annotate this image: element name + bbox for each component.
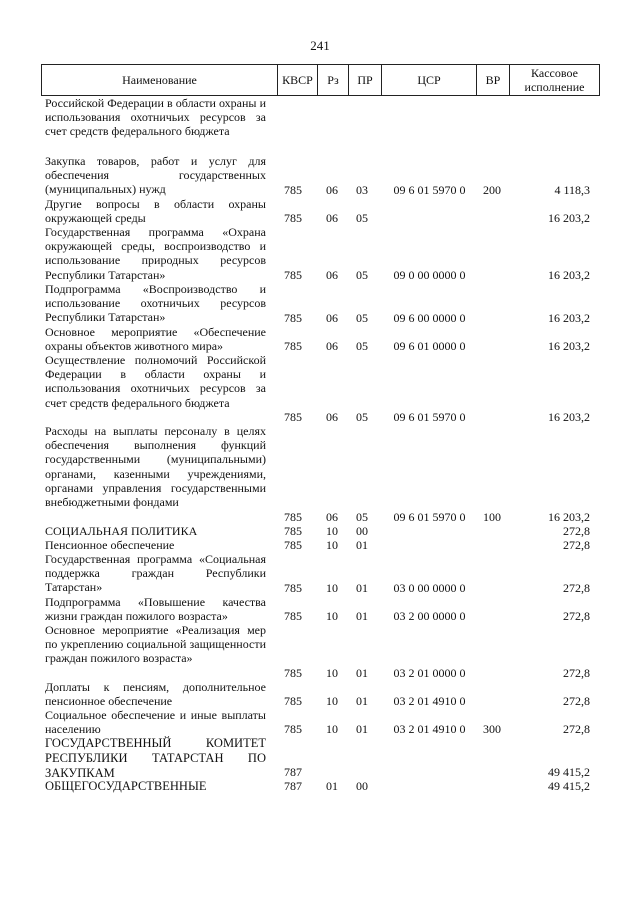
row-name: Осуществление полномочий Российской Федерации в области охраны и использования охотничьих ресурсов за счет средств федерального бюджета [45, 353, 266, 410]
row-kvsr: 785 [284, 409, 302, 424]
row-sum: 272,8 [563, 665, 590, 680]
row-kvsr: 785 [284, 182, 302, 197]
row-rz: 06 [326, 182, 338, 197]
row-kvsr: 785 [284, 338, 302, 353]
row-kvsr: 785 [284, 523, 302, 538]
row-name: СОЦИАЛЬНАЯ ПОЛИТИКА [45, 524, 198, 538]
row-sum: 272,8 [563, 721, 590, 736]
row-pr: 03 [356, 182, 368, 197]
row-pr: 01 [356, 537, 368, 552]
row-pr: 00 [356, 778, 368, 793]
row-kvsr: 785 [284, 580, 302, 595]
row-csr: 09 0 00 0000 0 [393, 267, 466, 282]
row-name: ГОСУДАРСТВЕННЫЙ КОМИТЕТ РЕСПУБЛИКИ ТАТАРСТАН ПО ЗАКУПКАМ [45, 736, 266, 780]
row-csr: 03 0 00 0000 0 [393, 580, 466, 595]
row-sum: 16 203,2 [548, 338, 590, 353]
row-kvsr: 785 [284, 665, 302, 680]
row-kvsr: 785 [284, 509, 302, 524]
row-name: Пенсионное обеспечение [45, 538, 175, 552]
row-sum: 4 118,3 [554, 182, 590, 197]
row-pr: 05 [356, 310, 368, 325]
row-sum: 16 203,2 [548, 210, 590, 225]
row-sum: 49 415,2 [548, 778, 590, 793]
page-number: 241 [310, 38, 330, 53]
row-csr: 03 2 00 0000 0 [393, 608, 466, 623]
row-sum: 272,8 [563, 608, 590, 623]
row-name: Российской Федерации в области охраны и использования охотничьих ресурсов за счет средств федерального бюджета [45, 96, 266, 139]
row-rz: 01 [326, 778, 338, 793]
row-csr: 03 2 01 4910 0 [393, 693, 466, 708]
row-pr: 01 [356, 580, 368, 595]
row-rz: 10 [326, 537, 338, 552]
row-csr: 09 6 01 5970 0 [393, 182, 466, 197]
row-rz: 06 [326, 409, 338, 424]
row-sum: 49 415,2 [548, 764, 590, 779]
row-rz: 10 [326, 693, 338, 708]
row-kvsr: 785 [284, 267, 302, 282]
row-name: Государственная программа «Социальная поддержка граждан Республики Татарстан» [45, 552, 266, 595]
row-rz: 06 [326, 509, 338, 524]
row-sum: 16 203,2 [548, 267, 590, 282]
row-name: Закупка товаров, работ и услуг для обеспечения государственных (муниципальных) нужд [45, 154, 266, 197]
row-csr: 03 2 01 0000 0 [393, 665, 466, 680]
row-csr: 09 6 01 5970 0 [393, 409, 466, 424]
row-pr: 05 [356, 267, 368, 282]
row-kvsr: 785 [284, 721, 302, 736]
row-kvsr: 785 [284, 310, 302, 325]
table-row [0, 680, 640, 708]
row-pr: 05 [356, 210, 368, 225]
row-name: Доплаты к пенсиям, дополнительное пенсионное обеспечение [45, 680, 266, 709]
row-kvsr: 785 [284, 608, 302, 623]
table-row [0, 708, 640, 736]
row-csr: 03 2 01 4910 0 [393, 721, 466, 736]
table-row [0, 225, 640, 282]
table-row [0, 353, 640, 424]
row-rz: 06 [326, 267, 338, 282]
row-vr: 200 [483, 182, 501, 197]
row-csr: 09 6 01 5970 0 [393, 509, 466, 524]
table-row [0, 736, 640, 779]
row-rz: 06 [326, 210, 338, 225]
table-row [0, 552, 640, 595]
table-row [0, 325, 640, 353]
row-rz: 10 [326, 665, 338, 680]
header-kvsr: КВСР [278, 65, 318, 95]
row-csr: 09 6 01 0000 0 [393, 338, 466, 353]
row-vr: 300 [483, 721, 501, 736]
table-row [0, 424, 640, 524]
row-kvsr: 787 [284, 764, 302, 779]
table-header [41, 64, 600, 96]
row-name: Подпрограмма «Воспроизводство и использование охотничьих ресурсов Республики Татарстан» [45, 282, 266, 325]
row-rz: 06 [326, 310, 338, 325]
table-body [0, 96, 640, 793]
row-name: Социальное обеспечение и иные выплаты населению [45, 708, 266, 737]
row-vr: 100 [483, 509, 501, 524]
row-rz: 10 [326, 608, 338, 623]
row-name: Основное мероприятие «Обеспечение охраны объектов животного мира» [45, 325, 266, 354]
row-name: Основное мероприятие «Реализация мер по укреплению социальной защищенности граждан пожилого возраста» [45, 623, 266, 666]
row-rz: 06 [326, 338, 338, 353]
row-name: ОБЩЕГОСУДАРСТВЕННЫЕ [45, 779, 207, 793]
row-kvsr: 787 [284, 778, 302, 793]
row-name: Расходы на выплаты персоналу в целях обеспечения выполнения функций государственными (муниципальными) органами, казенными учреждениями, органами управления государственными внебюджетными фондами [45, 424, 266, 510]
row-csr: 09 6 00 0000 0 [393, 310, 466, 325]
row-pr: 01 [356, 665, 368, 680]
table-row [0, 524, 640, 538]
row-sum: 16 203,2 [548, 509, 590, 524]
row-kvsr: 785 [284, 537, 302, 552]
table-row [0, 595, 640, 623]
row-pr: 01 [356, 721, 368, 736]
header-name: Наименование [42, 65, 278, 95]
row-kvsr: 785 [284, 210, 302, 225]
row-name: Подпрограмма «Повышение качества жизни граждан пожилого возраста» [45, 595, 266, 624]
row-rz: 10 [326, 721, 338, 736]
row-pr: 05 [356, 409, 368, 424]
header-pr: ПР [349, 65, 382, 95]
header-rz: Рз [318, 65, 349, 95]
table-row [0, 282, 640, 325]
row-sum: 16 203,2 [548, 310, 590, 325]
table-row [0, 197, 640, 225]
row-pr: 01 [356, 693, 368, 708]
row-sum: 272,8 [563, 523, 590, 538]
table-row [0, 96, 640, 154]
header-vr: ВР [477, 65, 510, 95]
row-sum: 272,8 [563, 537, 590, 552]
row-kvsr: 785 [284, 693, 302, 708]
row-pr: 00 [356, 523, 368, 538]
row-rz: 10 [326, 580, 338, 595]
header-csr: ЦСР [382, 65, 477, 95]
row-rz: 10 [326, 523, 338, 538]
row-sum: 16 203,2 [548, 409, 590, 424]
row-sum: 272,8 [563, 580, 590, 595]
table-row [0, 779, 640, 793]
row-pr: 05 [356, 338, 368, 353]
header-sum: Кассовое исполнение [524, 66, 585, 94]
row-sum: 272,8 [563, 693, 590, 708]
row-name: Другие вопросы в области охраны окружающей среды [45, 197, 266, 226]
row-pr: 01 [356, 608, 368, 623]
table-row [0, 623, 640, 680]
row-pr: 05 [356, 509, 368, 524]
table-row [0, 154, 640, 197]
table-row [0, 538, 640, 552]
row-name: Государственная программа «Охрана окружающей среды, воспроизводство и использование природных ресурсов Республики Татарстан» [45, 225, 266, 282]
